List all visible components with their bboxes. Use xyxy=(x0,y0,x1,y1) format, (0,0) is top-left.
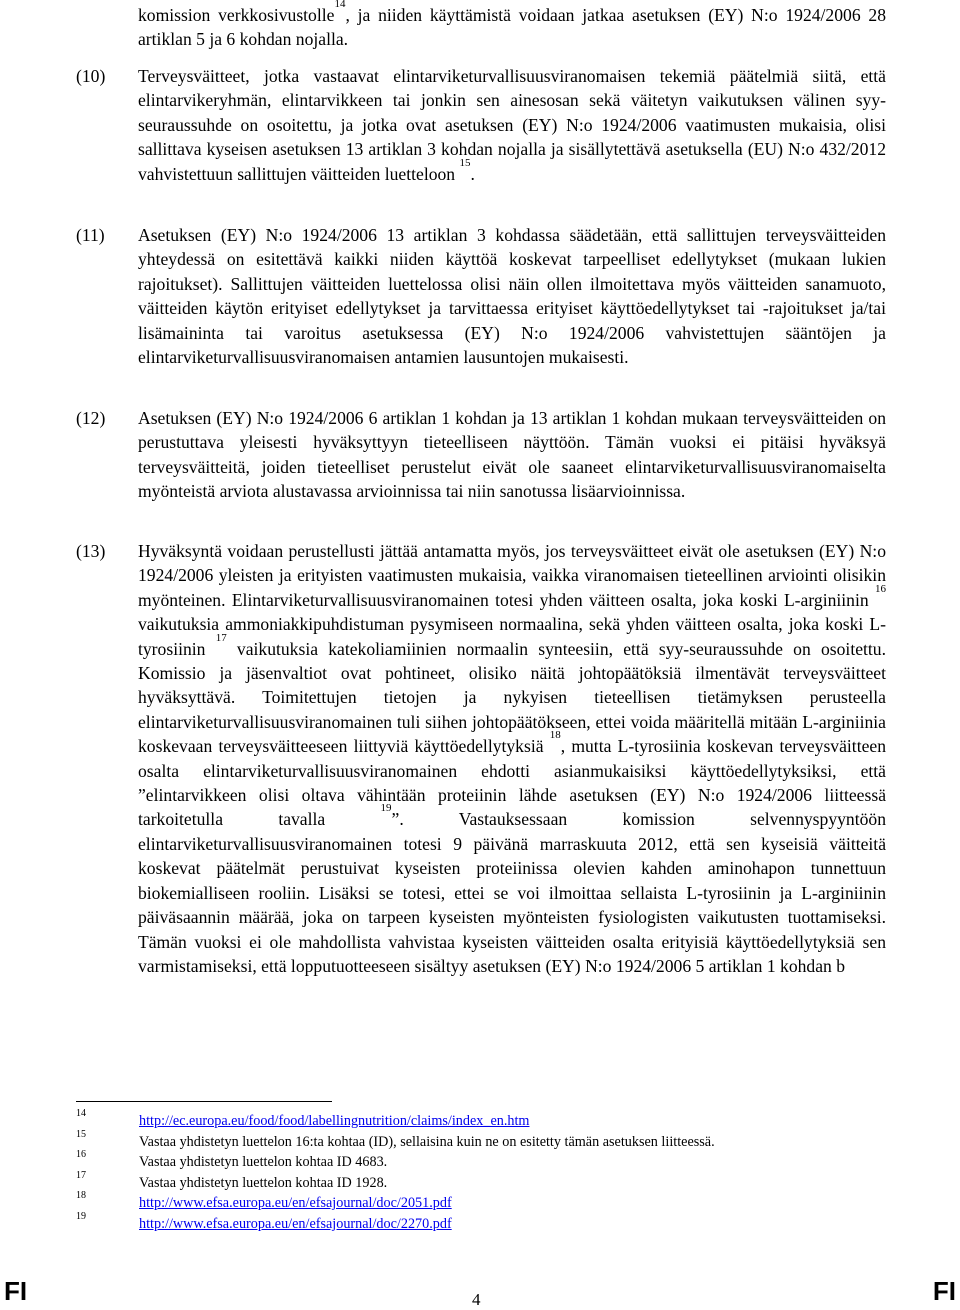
paragraph-number: (10) xyxy=(76,66,106,86)
footnotes xyxy=(76,1108,886,1237)
footnote-text: Vastaa yhdistetyn luettelon 16:ta kohtaa (ID), sellaisina kuin ne on esitetty tämän asetuksen liitteessä. xyxy=(139,1133,715,1150)
footnote-link[interactable]: http://www.efsa.europa.eu/en/efsajournal/doc/2051.pdf xyxy=(139,1195,452,1212)
paragraph-number: (12) xyxy=(76,408,106,428)
footnote-16 xyxy=(76,1149,886,1175)
text-segment: vaikutuksia ammoniakkipuhdistuman pysymiseen normaalina, sekä yhden väitteen osalta, joka koski L-tyrosiinin xyxy=(138,614,886,659)
footnote-number: 16 xyxy=(76,1149,86,1161)
page-number: 4 xyxy=(472,1290,481,1309)
footnote-number: 18 xyxy=(76,1190,86,1202)
footnote-17 xyxy=(76,1169,886,1196)
footnote-18 xyxy=(76,1190,886,1216)
paragraph-text xyxy=(138,0,887,52)
footnote-ref-19[interactable]: 19 xyxy=(380,802,392,815)
footnote-text: Vastaa yhdistetyn luettelon kohtaa ID 1928. xyxy=(139,1174,388,1191)
footnote-ref-16[interactable]: 16 xyxy=(875,582,886,595)
footnote-number: 19 xyxy=(76,1210,86,1222)
footnote-ref-17[interactable]: 17 xyxy=(215,631,227,644)
paragraph-text: Asetuksen (EY) N:o 1924/2006 13 artiklan 3 kohdassa säädetään, että sallittujen terveysväitteiden yhteydessä on esitettävä kaikki niiden käyttöä koskevat tarpeelliset edellytykset (mukaan lukien rajoitukset). Sallittujen väitteiden luettelossa olisi näin ollen ilmoitettava myös väitteiden sanamuoto, väitteiden käytön erityiset edellytykset ja tarvittaessa erityiset käyttöedellytykset tai -rajoitukset ja/tai lisämaininta tai varoitus asetuksessa (EY) N:o 1924/2006 vahvistettujen sääntöjen ja elintarviketurvallisuusviranomaisen antamien lausuntojen mukaisesti. xyxy=(138,225,886,368)
paragraph-number: (11) xyxy=(76,225,105,245)
page-footer xyxy=(0,1276,960,1310)
footnote-number: 15 xyxy=(76,1128,86,1140)
footnote-text: Vastaa yhdistetyn luettelon kohtaa ID 4683. xyxy=(139,1154,388,1171)
paragraph-number: (13) xyxy=(76,541,106,561)
paragraph-10 xyxy=(76,64,886,186)
footnote-link[interactable]: http://ec.europa.eu/food/food/labellingnutrition/claims/index_en.htm xyxy=(139,1113,530,1129)
language-code-right: FI xyxy=(932,1276,956,1306)
text-segment: komission verkkosivustolle xyxy=(138,5,335,25)
footnote-19 xyxy=(76,1210,886,1237)
footnote-separator xyxy=(76,1101,332,1102)
text-segment: , ja niiden käyttämistä voidaan jatkaa asetuksen (EY) N:o 1924/2006 28 artiklan 5 ja 6 kohdan nojalla. xyxy=(138,5,887,50)
text-segment: Hyväksyntä voidaan perustellusti jättää antamatta myös, jos terveysväitteet eivät ole asetuksen (EY) N:o 1924/2006 yleisten ja erityisten vaatimusten mukaisia, vaikka viranomaisen tieteellinen arviointi olisikin myönteinen. Elintarviketurvallisuusviranomainen totesi yhden väitteen osalta, joka koski L-arginiinin xyxy=(138,541,886,610)
continued-paragraph xyxy=(76,0,887,52)
footnote-14 xyxy=(76,1108,886,1134)
paragraph-11 xyxy=(76,223,886,369)
text-segment: vaikutuksia katekoliamiinien normaalin synteesiin, että syy-seuraussuhde on osoitettu. Komissio ja jäsenvaltiot ovat pohtineet, olisiko näitä johtopäätöksiä ilmentävät terveysväitteet hyväksyttävä. Toimitettujen tietojen ja nykyisen tieteellisen tietämyksen perusteella elintarviketurvallisuusviranomainen tuli siihen johtopäätökseen, ettei voida määritellä mitään L-arginiinia koskevaan terveysväitteeseen liittyviä käyttöedellytyksiä xyxy=(138,638,886,757)
footnote-15 xyxy=(76,1128,886,1155)
paragraph-text xyxy=(138,539,886,978)
footnote-number: 14 xyxy=(76,1108,86,1119)
text-segment: Terveysväitteet, jotka vastaavat elintarviketurvallisuusviranomaisen tekemiä päätelmiä siitä, että elintarvikeryhmän, elintarvikkeen tai jonkin sen ainesosan sekä väitetyn vaikutuksen välinen syy-seuraussuhde on osoitettu, ja jotka ovat asetuksen (EY) N:o 1924/2006 vaatimusten mukaisia, olisi sallittava kyseisen asetuksen 13 artiklan 3 kohdan nojalla ja sisällytettävä asetuksella (EU) N:o 432/2012 vahvistettuun sallittujen väitteiden luetteloon xyxy=(138,66,886,184)
paragraph-text: Asetuksen (EY) N:o 1924/2006 6 artiklan 1 kohdan ja 13 artiklan 1 kohdan mukaan terveysväitteiden on perustuttava yleisesti hyväksyttyyn tieteelliseen näyttöön. Tämän vuoksi ei pitäisi hyväksyä terveysväitteitä, joiden tieteelliset perustelut eivät ole saaneet elintarviketurvallisuusviranomaiselta myönteistä arviota alustavassa arvioinnissa tai niin sanotussa lisäarvioinnissa. xyxy=(138,408,886,502)
footnote-ref-14[interactable]: 14 xyxy=(334,0,346,10)
footnote-ref-15[interactable]: 15 xyxy=(459,156,471,169)
text-segment: . xyxy=(470,163,475,184)
text-segment: , mutta L-tyrosiinia koskevan terveysväitteen osalta elintarviketurvallisuusviranomainen ehdotti asianmukaisiksi käyttöedellytyksiksi, että ”elintarvikkeen olisi oltava vähintään proteiinin lähde asetuksen (EY) N:o 1924/2006 liitteessä tarkoitetulla tavalla xyxy=(138,736,886,830)
footnote-link[interactable]: http://www.efsa.europa.eu/en/efsajournal/doc/2270.pdf xyxy=(139,1215,452,1232)
paragraph-text xyxy=(138,64,886,186)
footnote-ref-18[interactable]: 18 xyxy=(549,729,561,742)
paragraph-13 xyxy=(76,539,886,978)
text-segment: ”. Vastauksessaan komission selvennyspyyntöön elintarviketurvallisuusviranomainen totesi 9 päivänä marraskuuta 2012, että sen kyseisiä väitteitä koskevat päätelmät perustuivat kyseisten proteiinissa olevien kahden aminohapon tunnettuun biokemialliseen rooliin. Lisäksi se totesi, ettei se voi ilmoittaa sellaista L-tyrosiinin ja L-arginiinin päiväsaannin määrää, joka on tarpeen kyseisten myönteisten fysiologisten vaikutusten tuottamiseksi. Tämän vuoksi ei ole mahdollista vahvistaa kyseisten väitteiden osalta erityisiä käyttöedellytyksiä sen varmistamiseksi, että lopputuotteeseen sisältyy asetuksen (EY) N:o 1924/2006 5 artiklan 1 kohdan b xyxy=(138,809,886,976)
language-code-left: FI xyxy=(4,1276,28,1306)
paragraph-12 xyxy=(76,406,886,504)
footnote-number: 17 xyxy=(76,1169,86,1181)
